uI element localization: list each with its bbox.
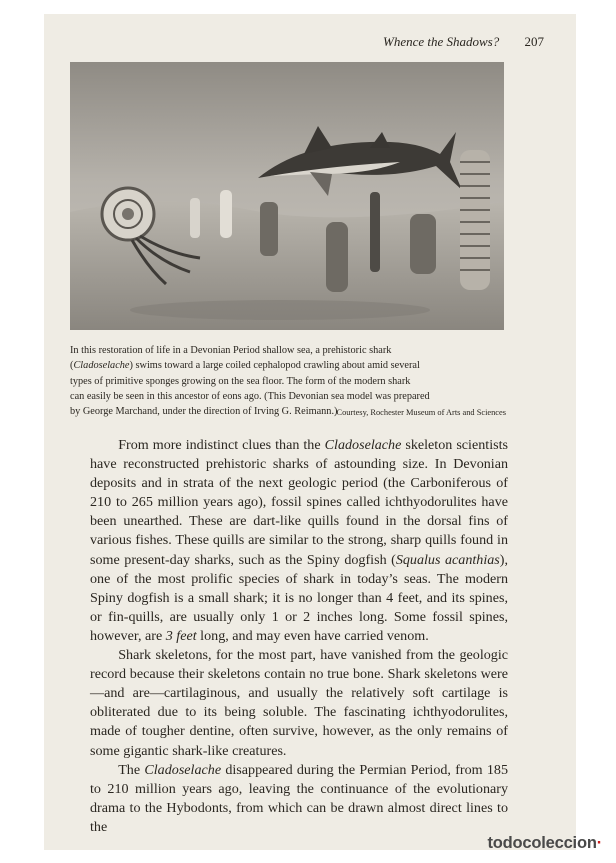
- caption-line: can easily be seen in this ancestor of eons ago. (This Devonian sea model was prepared: [70, 390, 430, 402]
- paragraph-2: [90, 646, 508, 761]
- running-title: Whence the Shadows?: [382, 34, 500, 49]
- text-run-italic: 3 feet: [165, 627, 197, 644]
- diorama-illustration: [70, 62, 504, 330]
- caption-line: types of primitive sponges growing on the sea floor. The form of the modern shark: [70, 375, 411, 387]
- caption-text: ) swims toward a large coiled cephalopod crawling about amid several: [129, 360, 420, 372]
- watermark-dot: ·: [596, 834, 602, 852]
- body-text: [90, 436, 508, 837]
- text-run: ), one of the most prolific species of shark in today’s seas. The modern Spiny dogfish is a small shark; it is no longer than 4 feet, and its spines, or fin-quills, are usually only 1 or 2 inches long. Some fossil spines, however, are: [90, 551, 509, 644]
- watermark-text: todocoleccion: [487, 834, 597, 852]
- running-header: [44, 34, 544, 50]
- caption-genus-name: Cladoselache: [73, 360, 130, 372]
- text-run-italic: Squalus acanthias: [395, 551, 500, 568]
- caption-line: by George Marchand, under the direction of Irving G. Reimann.): [70, 406, 338, 418]
- text-run-italic: Cladoselache: [324, 437, 402, 453]
- caption-text: (: [70, 360, 74, 372]
- book-page: [44, 14, 576, 850]
- paragraph-1: [90, 436, 508, 646]
- text-run: disappeared during the Permian Period, from 185 to 210 million years ago, leaving the continuance of the evolutionary drama to the Hybodonts, from which can be drawn almost direct lines to the: [90, 761, 508, 835]
- caption-line: [70, 358, 506, 373]
- todocoleccion-watermark: [487, 834, 602, 853]
- diorama-photo: [70, 62, 504, 330]
- column-sponge-figure: [460, 150, 490, 290]
- text-run: skeleton scientists have reconstructed prehistoric sharks of astounding size. In Devonian deposits and in strata of the next geologic period (the Carboniferous of 210 to 265 million years ago), fossil spines called ichthyodorulites have been unearthed. These are dart-like quills found in the dorsal fins of various fishes. These quills are similar to the strong, sharp quills found in some present-day sharks, such as the Spiny dogfish (: [90, 437, 508, 568]
- page-number: 207: [524, 34, 544, 49]
- text-run-italic: Cladoselache: [144, 761, 222, 778]
- text-run: The: [118, 761, 145, 778]
- text-run: Shark skeletons, for the most part, have vanished from the geologic record because their skeletons contain no true bone. Shark skeletons were—and are—cartilaginous, and usually the relatively soft cartilage is obliterated due to its being soluble. The fascinating ichthyodorulites, made of tougher dentine, often survive, however, as the only remains of some gigantic shark-like creatures.: [90, 647, 508, 759]
- text-run: long, and may even have carried venom.: [196, 627, 429, 644]
- caption-line: In this restoration of life in a Devonian Period shallow sea, a prehistoric shark: [70, 345, 392, 356]
- text-run: From more indistinct clues than the: [118, 437, 325, 453]
- photo-credit: Courtesy, Rochester Museum of Arts and Sciences: [336, 408, 506, 417]
- paragraph-3: [90, 761, 508, 837]
